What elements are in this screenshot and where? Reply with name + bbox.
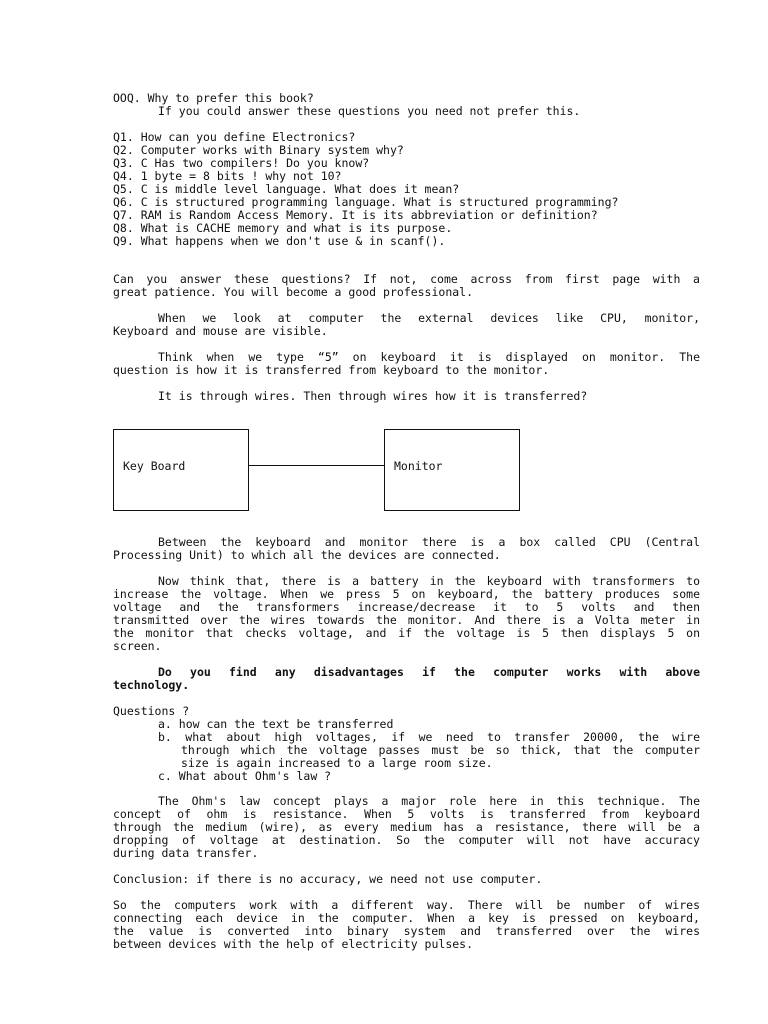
ohm-line: during data transfer. <box>113 846 259 860</box>
question-item: Q7. RAM is Random Access Memory. It is its abbreviation or definition? <box>113 208 598 222</box>
battery-line: transmitted over the wires towards the monitor. And there is a Volta meter in <box>113 613 700 627</box>
keyboard-box <box>113 429 249 511</box>
cpu-line: Processing Unit) to which all the devices are connected. <box>113 548 501 562</box>
ohm-line: concept of ohm is resistance. When 5 volts is transferred from keyboard <box>113 807 700 821</box>
think-line: Think when we type “5” on keyboard it is displayed on monitor. The <box>158 350 700 364</box>
external-devices-line: Keyboard and mouse are visible. <box>113 324 328 338</box>
wire-connector <box>248 465 385 466</box>
question-item: Q3. C Has two compilers! Do you know? <box>113 156 370 170</box>
question-item: Q8. What is CACHE memory and what is its purpose. <box>113 221 453 235</box>
question-item: Q6. C is structured programming language. What is structured programming? <box>113 195 619 209</box>
final-line: connecting each device in the computer. When a key is pressed on keyboard, <box>113 911 700 925</box>
sub-question-b-cont: through which the voltage passes must be so thick, that the computer <box>181 743 700 757</box>
sub-question-c: c. What about Ohm's law ? <box>158 769 332 783</box>
monitor-box <box>384 429 520 511</box>
battery-line: voltage and the transformers increase/decrease it to 5 volts and then <box>113 600 700 614</box>
ohm-line: dropping of voltage at destination. So the computer will not have accuracy <box>113 833 700 847</box>
battery-line: the monitor that checks voltage, and if the voltage is 5 then displays 5 on <box>113 626 700 640</box>
ohm-line: through the medium (wire), as every medium has a resistance, there will be a <box>113 820 700 834</box>
ohm-line: The Ohm's law concept plays a major role here in this technique. The <box>158 794 700 808</box>
question-item: Q1. How can you define Electronics? <box>113 130 356 144</box>
external-devices-line: When we look at computer the external devices like CPU, monitor, <box>158 311 700 325</box>
intro-line: Can you answer these questions? If not, come across from first page with a <box>113 272 700 286</box>
sub-question-b: b. what about high voltages, if we need to transfer 20000, the wire <box>158 730 700 744</box>
cpu-line: Between the keyboard and monitor there is a box called CPU (Central <box>158 535 700 549</box>
bold-question-line: Do you find any disadvantages if the computer works with above <box>158 665 700 679</box>
question-item: Q4. 1 byte = 8 bits ! why not 10? <box>113 169 342 183</box>
bold-question-line: technology. <box>113 678 190 692</box>
keyboard-box-label: Key Board <box>123 459 186 473</box>
final-line: between devices with the help of electricity pulses. <box>113 937 474 951</box>
question-item: Q5. C is middle level language. What does it mean? <box>113 182 460 196</box>
final-line: So the computers work with a different way. There will be number of wires <box>113 898 700 912</box>
sub-question-a: a. how can the text be transferred <box>158 717 394 731</box>
questions-heading: Questions ? <box>113 704 190 718</box>
ooq-question: OOQ. Why to prefer this book? <box>113 91 314 105</box>
ooq-answer: If you could answer these questions you need not prefer this. <box>158 104 581 118</box>
think-line: question is how it is transferred from keyboard to the monitor. <box>113 363 550 377</box>
intro-line: great patience. You will become a good professional. <box>113 285 474 299</box>
sub-question-b-cont: size is again increased to a large room size. <box>181 756 493 770</box>
battery-line: screen. <box>113 639 162 653</box>
monitor-box-label: Monitor <box>394 459 443 473</box>
question-item: Q2. Computer works with Binary system why? <box>113 143 404 157</box>
battery-line: Now think that, there is a battery in the keyboard with transformers to <box>158 574 700 588</box>
question-item: Q9. What happens when we don't use & in scanf(). <box>113 234 446 248</box>
final-line: the value is converted into binary system and transferred over the wires <box>113 924 700 938</box>
conclusion-line: Conclusion: if there is no accuracy, we need not use computer. <box>113 872 543 886</box>
wires-line: It is through wires. Then through wires how it is transferred? <box>158 389 588 403</box>
battery-line: increase the voltage. When we press 5 on keyboard, the battery produces some <box>113 587 700 601</box>
